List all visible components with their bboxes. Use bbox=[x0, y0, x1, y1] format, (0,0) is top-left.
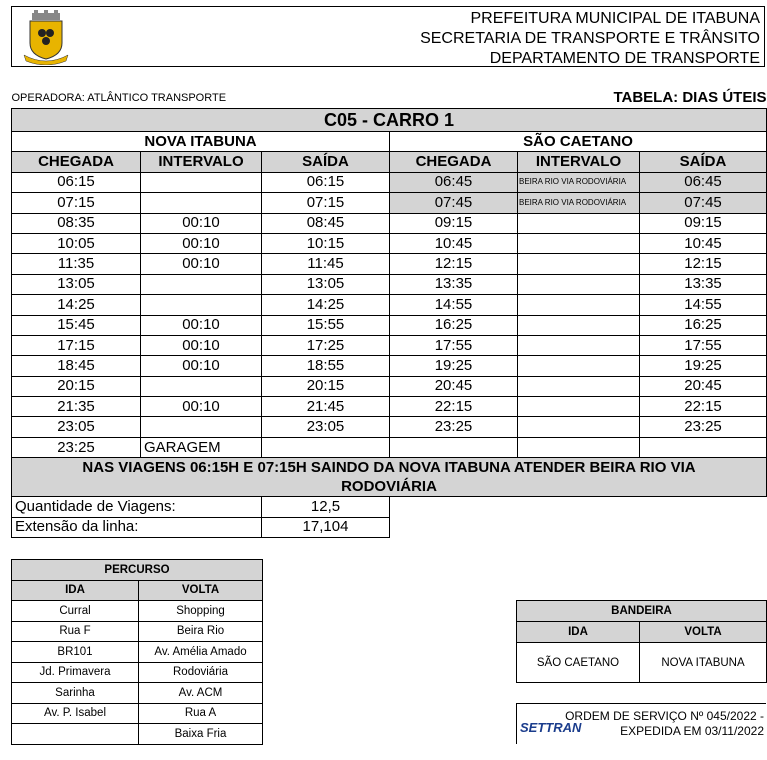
column-header: SAÍDA bbox=[262, 152, 390, 172]
table-cell: 08:35 bbox=[12, 213, 141, 233]
table-cell: 11:35 bbox=[12, 254, 141, 274]
table-cell: BEIRA RIO VIA RODOVIÁRIA bbox=[518, 172, 640, 192]
table-cell: 14:55 bbox=[640, 295, 767, 315]
route-path-volta-header: VOLTA bbox=[139, 580, 263, 601]
table-cell: 18:55 bbox=[262, 356, 390, 376]
table-cell: 22:15 bbox=[640, 397, 767, 417]
table-cell: 17:55 bbox=[640, 335, 767, 355]
header-text bbox=[420, 9, 760, 69]
table-cell: 07:15 bbox=[262, 193, 390, 213]
table-row bbox=[12, 254, 767, 274]
route-path-cell: Sarinha bbox=[12, 683, 139, 704]
route-path-row bbox=[12, 683, 263, 704]
route-path-title: PERCURSO bbox=[12, 560, 263, 581]
route-path-cell: BR101 bbox=[12, 642, 139, 663]
table-cell: 06:15 bbox=[262, 172, 390, 192]
table-cell: 19:25 bbox=[640, 356, 767, 376]
table-cell bbox=[518, 274, 640, 294]
route-path-rows bbox=[12, 601, 263, 745]
table-cell bbox=[141, 172, 262, 192]
service-order-line-1: ORDEM DE SERVIÇO Nº 045/2022 - bbox=[565, 709, 764, 723]
document-header bbox=[11, 6, 765, 67]
table-cell bbox=[141, 376, 262, 396]
trips-count-value: 12,5 bbox=[262, 497, 390, 517]
table-cell: 18:45 bbox=[12, 356, 141, 376]
header-line-3: DEPARTAMENTO DE TRANSPORTE bbox=[489, 50, 760, 67]
table-row bbox=[12, 172, 767, 192]
route-path-row bbox=[12, 724, 263, 745]
settran-logo: SETTRAN bbox=[520, 720, 582, 735]
group-header-right: SÃO CAETANO bbox=[390, 132, 767, 152]
table-cell: 23:25 bbox=[12, 437, 141, 457]
table-cell: 10:45 bbox=[390, 233, 518, 253]
table-cell bbox=[518, 437, 640, 457]
table-cell: 06:45 bbox=[390, 172, 518, 192]
table-cell: 17:15 bbox=[12, 335, 141, 355]
route-path-cell bbox=[12, 724, 139, 745]
table-cell: 15:55 bbox=[262, 315, 390, 335]
table-cell: 00:10 bbox=[141, 356, 262, 376]
route-path-cell: Rua F bbox=[12, 621, 139, 642]
route-note: NAS VIAGENS 06:15H E 07:15H SAINDO DA NOVA ITABUNA ATENDER BEIRA RIO VIA RODOVIÁRIA bbox=[12, 458, 767, 497]
table-cell: 13:05 bbox=[262, 274, 390, 294]
route-path-row bbox=[12, 642, 263, 663]
destination-sign-title: BANDEIRA bbox=[517, 601, 767, 622]
destination-ida-value: SÃO CAETANO bbox=[517, 643, 640, 683]
column-header: CHEGADA bbox=[390, 152, 518, 172]
table-cell bbox=[518, 254, 640, 274]
table-cell bbox=[518, 233, 640, 253]
table-row bbox=[12, 274, 767, 294]
column-header: INTERVALO bbox=[518, 152, 640, 172]
table-cell: 20:15 bbox=[262, 376, 390, 396]
route-path-cell: Av. P. Isabel bbox=[12, 703, 139, 724]
route-path-cell: Beira Rio bbox=[139, 621, 263, 642]
table-row bbox=[12, 295, 767, 315]
table-cell: 09:15 bbox=[390, 213, 518, 233]
service-order-box bbox=[516, 703, 766, 744]
table-cell: 14:55 bbox=[390, 295, 518, 315]
table-row bbox=[12, 193, 767, 213]
table-row bbox=[12, 397, 767, 417]
route-path-row bbox=[12, 662, 263, 683]
table-cell: BEIRA RIO VIA RODOVIÁRIA bbox=[518, 193, 640, 213]
destination-volta-value: NOVA ITABUNA bbox=[640, 643, 767, 683]
table-cell: 09:15 bbox=[640, 213, 767, 233]
table-row bbox=[12, 213, 767, 233]
table-cell bbox=[141, 193, 262, 213]
route-path-cell: Shopping bbox=[139, 601, 263, 622]
table-cell: 17:25 bbox=[262, 335, 390, 355]
route-path-ida-header: IDA bbox=[12, 580, 139, 601]
table-cell: 23:25 bbox=[640, 417, 767, 437]
table-row bbox=[12, 315, 767, 335]
table-row bbox=[12, 335, 767, 355]
route-path-row bbox=[12, 703, 263, 724]
coat-of-arms-icon bbox=[22, 9, 70, 65]
table-cell: 20:45 bbox=[390, 376, 518, 396]
column-header: SAÍDA bbox=[640, 152, 767, 172]
line-length-value: 17,104 bbox=[262, 517, 390, 537]
destination-ida-header: IDA bbox=[517, 622, 640, 643]
table-cell: 10:45 bbox=[640, 233, 767, 253]
table-cell: 00:10 bbox=[141, 335, 262, 355]
route-path-cell: Rodoviária bbox=[139, 662, 263, 683]
table-row bbox=[12, 417, 767, 437]
table-cell: 00:10 bbox=[141, 397, 262, 417]
table-cell bbox=[141, 274, 262, 294]
line-length-label: Extensão da linha: bbox=[12, 517, 262, 537]
route-path-table bbox=[11, 559, 263, 745]
table-cell: 13:35 bbox=[640, 274, 767, 294]
table-cell: 20:15 bbox=[12, 376, 141, 396]
table-cell: 23:05 bbox=[12, 417, 141, 437]
table-cell bbox=[141, 417, 262, 437]
table-cell: 15:45 bbox=[12, 315, 141, 335]
table-cell: 10:05 bbox=[12, 233, 141, 253]
table-cell: 19:25 bbox=[390, 356, 518, 376]
table-cell bbox=[640, 437, 767, 457]
table-cell bbox=[518, 295, 640, 315]
table-cell bbox=[518, 213, 640, 233]
route-path-cell: Av. Amélia Amado bbox=[139, 642, 263, 663]
table-row bbox=[12, 437, 767, 457]
table-cell bbox=[518, 376, 640, 396]
table-cell: 21:35 bbox=[12, 397, 141, 417]
table-cell: 17:55 bbox=[390, 335, 518, 355]
table-cell: 11:45 bbox=[262, 254, 390, 274]
table-cell: 08:45 bbox=[262, 213, 390, 233]
table-row bbox=[12, 356, 767, 376]
table-cell: 13:05 bbox=[12, 274, 141, 294]
table-cell: 14:25 bbox=[262, 295, 390, 315]
table-cell bbox=[518, 315, 640, 335]
service-order-line-2: EXPEDIDA EM 03/11/2022 bbox=[620, 724, 764, 738]
route-path-cell: Jd. Primavera bbox=[12, 662, 139, 683]
table-cell: 00:10 bbox=[141, 213, 262, 233]
route-path-cell: Curral bbox=[12, 601, 139, 622]
route-title: C05 - CARRO 1 bbox=[12, 109, 767, 132]
table-cell: 06:15 bbox=[12, 172, 141, 192]
route-path-row bbox=[12, 621, 263, 642]
table-cell: 21:45 bbox=[262, 397, 390, 417]
group-header-left: NOVA ITABUNA bbox=[12, 132, 390, 152]
route-path-row bbox=[12, 601, 263, 622]
table-cell: 07:15 bbox=[12, 193, 141, 213]
service-order-text bbox=[565, 709, 764, 739]
table-cell: 23:05 bbox=[262, 417, 390, 437]
table-cell bbox=[518, 335, 640, 355]
table-cell: 13:35 bbox=[390, 274, 518, 294]
table-cell: 16:25 bbox=[640, 315, 767, 335]
table-cell: 07:45 bbox=[390, 193, 518, 213]
table-cell: GARAGEM bbox=[141, 437, 262, 457]
table-cell bbox=[518, 356, 640, 376]
table-cell: 22:15 bbox=[390, 397, 518, 417]
table-cell: 23:25 bbox=[390, 417, 518, 437]
table-cell: 14:25 bbox=[12, 295, 141, 315]
route-path-cell: Baixa Fria bbox=[139, 724, 263, 745]
table-cell: 16:25 bbox=[390, 315, 518, 335]
operator-label: OPERADORA: ATLÂNTICO TRANSPORTE bbox=[12, 88, 390, 109]
table-type-label: TABELA: DIAS ÚTEIS bbox=[390, 88, 767, 109]
table-cell bbox=[518, 397, 640, 417]
table-cell: 00:10 bbox=[141, 254, 262, 274]
route-path-cell: Av. ACM bbox=[139, 683, 263, 704]
table-cell: 06:45 bbox=[640, 172, 767, 192]
table-cell: 10:15 bbox=[262, 233, 390, 253]
table-cell: 00:10 bbox=[141, 315, 262, 335]
table-cell bbox=[141, 295, 262, 315]
timetable bbox=[11, 88, 767, 538]
table-row bbox=[12, 376, 767, 396]
table-cell: 12:15 bbox=[390, 254, 518, 274]
column-header: INTERVALO bbox=[141, 152, 262, 172]
table-cell: 00:10 bbox=[141, 233, 262, 253]
table-cell bbox=[262, 437, 390, 457]
destination-sign-table bbox=[516, 600, 767, 683]
column-header: CHEGADA bbox=[12, 152, 141, 172]
table-row bbox=[12, 233, 767, 253]
timetable-rows bbox=[12, 172, 767, 457]
trips-count-label: Quantidade de Viagens: bbox=[12, 497, 262, 517]
destination-volta-header: VOLTA bbox=[640, 622, 767, 643]
table-cell bbox=[518, 417, 640, 437]
empty-cell bbox=[390, 517, 767, 537]
empty-cell bbox=[390, 497, 767, 517]
header-line-2: SECRETARIA DE TRANSPORTE E TRÂNSITO bbox=[420, 30, 760, 47]
table-cell: 20:45 bbox=[640, 376, 767, 396]
route-path-cell: Rua A bbox=[139, 703, 263, 724]
header-line-1: PREFEITURA MUNICIPAL DE ITABUNA bbox=[470, 10, 760, 27]
table-cell: 12:15 bbox=[640, 254, 767, 274]
table-cell bbox=[390, 437, 518, 457]
table-cell: 07:45 bbox=[640, 193, 767, 213]
